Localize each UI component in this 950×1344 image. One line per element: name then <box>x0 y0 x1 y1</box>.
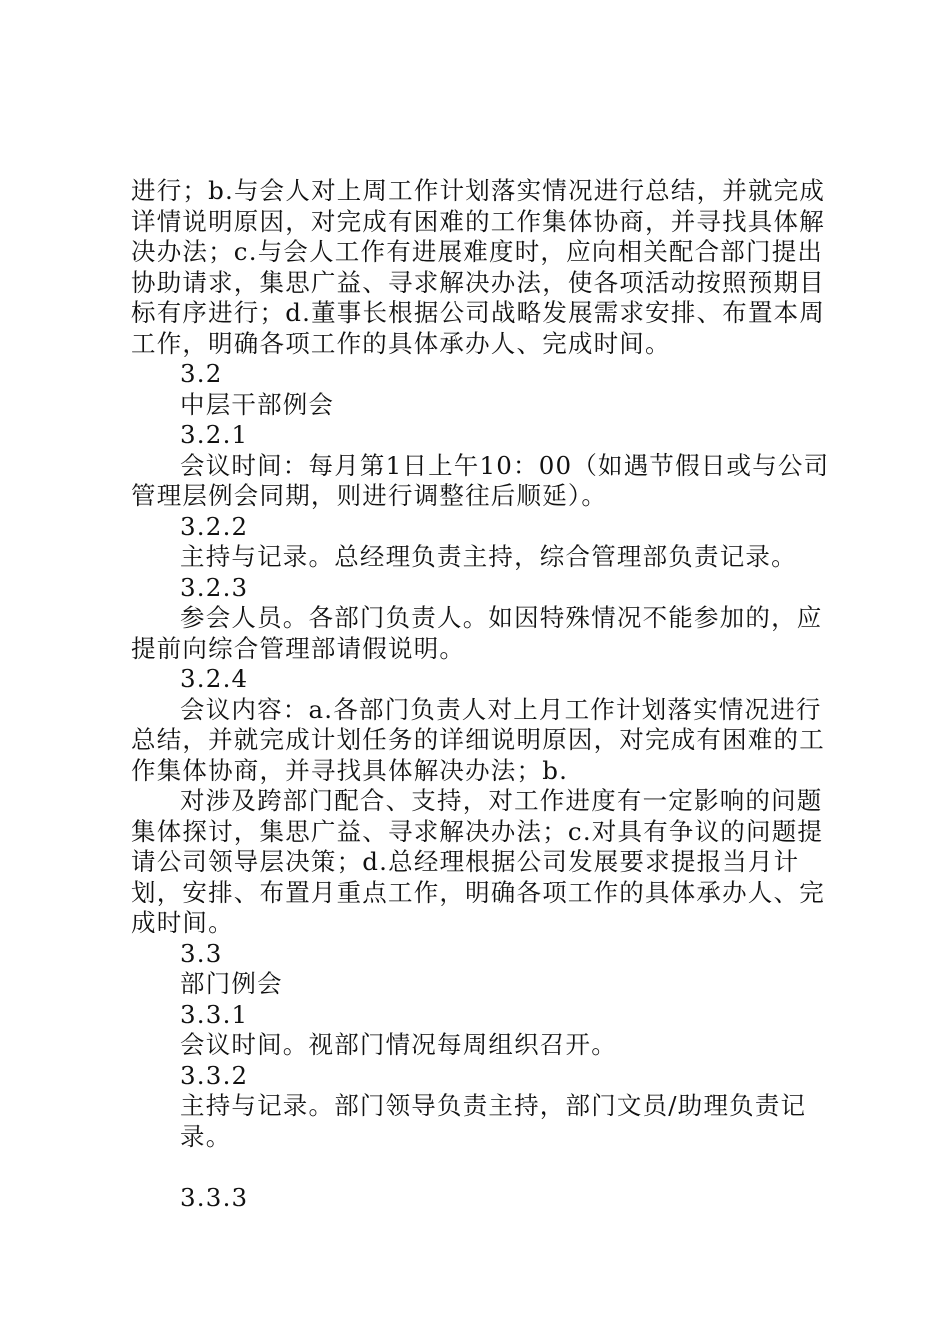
section-number: 3.3.2 <box>180 1060 249 1090</box>
body-paragraph: 主持与记录。部门领导负责主持，部门文员/助理负责记录。 <box>180 1091 807 1151</box>
section-number: 3.2 <box>180 359 223 388</box>
section-number: 3.3.3 <box>180 1182 249 1212</box>
section-number: 3.2.2 <box>180 511 249 541</box>
body-paragraph: 参会人员。各部门负责人。如因特殊情况不能参加的，应提前向综合管理部请假说明。 <box>131 603 823 663</box>
section-number: 3.2.4 <box>180 664 249 693</box>
section-title: 部门例会 <box>180 969 283 998</box>
body-paragraph: 对涉及跨部门配合、支持，对工作进度有一定影响的问题集体探讨，集思广益、寻求解决办法；c.对具有争议的问题提请公司领导层决策；d.总经理根据公司发展要求提报当月计划，安排、布置月重点工作，明确各项工作的具体承办人、完成时间。 <box>131 786 825 937</box>
section-number: 3.3 <box>180 938 223 968</box>
blank-line <box>131 1152 831 1183</box>
body-paragraph: 进行；b.与会人对上周工作计划落实情况进行总结，并就完成详情说明原因，对完成有困难的工作集体协商，并寻找具体解决办法；c.与会人工作有进展难度时，应向相关配合部门提出协助请求，集思广益、寻求解决办法，使各项活动按照预期目标有序进行；d.董事长根据公司战略发展需求安排、布置本周工作，明确各项工作的具体承办人、完成时间。 <box>131 176 826 358</box>
body-paragraph: 主持与记录。总经理负责主持，综合管理部负责记录。 <box>180 542 797 571</box>
body-paragraph: 会议时间。视部门情况每周组织召开。 <box>180 1030 617 1059</box>
section-title: 中层干部例会 <box>180 389 335 419</box>
section-number: 3.3.1 <box>180 999 249 1029</box>
section-number: 3.2.3 <box>180 572 249 602</box>
document-body <box>131 176 831 1213</box>
body-paragraph: 会议时间：每月第1日上午10：00（如遇节假日或与公司管理层例会同期，则进行调整往后顺延）。 <box>131 450 830 510</box>
body-paragraph: 会议内容：a.各部门负责人对上月工作计划落实情况进行总结，并就完成计划任务的详细说明原因，对完成有困难的工作集体协商，并寻找具体解决办法；b. <box>131 694 825 785</box>
section-number: 3.2.1 <box>180 420 249 449</box>
